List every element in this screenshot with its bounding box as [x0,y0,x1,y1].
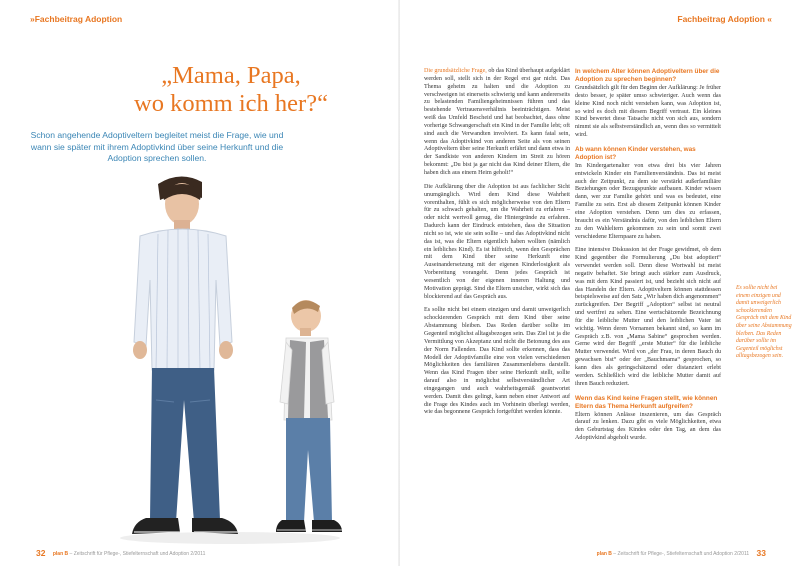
lead-paragraph: Schon angehende Adoptiveltern begleitet meist die Frage, wie und wann sie später mit ihrem Adoptivkind über seine Herkunft und die Adoption sprechen sollen. [30,130,284,163]
headline-line-2: wo komm ich her?“ [134,90,328,117]
col2-paragraph-4: Eltern können Anlässe inszenieren, um das Gespräch darauf zu lenken. Dazu gibt es viele Möglichkeiten, etwa den Geburtstag des Kindes oder den Tag, an dem das Adoptivkind abgeholt wurde. [575,411,721,442]
col1-paragraph-1-text: ob das Kind überhaupt aufgeklärt werden soll, stellt sich in der Regel erst gar nicht. Das Thema geheim zu halten und die Adoption zu verschweigen ist einerseits schwierig und kann andererseits zu belastenden Familiengeheimnissen führen und das bestehende Vertrauensverhältnis beeinträchtigen. Meist weiß das Umfeld Bescheid und hat beobachtet, dass ohne vorherige Schwangerschaft ein Kind in der Familie lebt; oft sind auch die Verwandten involviert. Es kann fatal sein, wenn das Adoptivkind von anderen Seite als von seinen Adoptiveltern über seine Herkunft erfährt und dann etwa in der Sandkiste von anderen Kindern im Streit zu hören bekommt: „Du bist ja gar nicht das Kind deiner Eltern, die haben dich aus einem Heim geholt!“ [424,68,570,176]
col1-lead-in: Die grundsätzliche Frage, [424,68,487,74]
subheading-2: Ab wann können Kinder verstehen, was Adoption ist? [575,145,696,161]
subheading-1: In welchem Alter können Adoptiveltern über die Adoption zu sprechen beginnen? [575,68,720,83]
page-number-right: 33 [756,548,766,558]
page-number-left: 32 [36,548,46,558]
headline-line-1: „Mama, Papa, [161,62,301,89]
adult-figure [132,176,238,534]
headline [86,62,376,118]
footer-brand-right: plan B [596,551,612,557]
body-column-1 [424,68,570,423]
col2-paragraph-2: Im Kindergartenalter von etwa drei bis vier Jahren entwickeln Kinder ein Familienverständnis. Das ist meist auch der Zeitpunkt, zu dem sie verstärkt außerfamiliäre Beziehungen oder Bezugspunkte aufbauen. Kinder wissen dann, wer zur Familie gehört und was es bedeutet, eine Familie zu sein. Erst ab diesem Zeitpunkt können Kinder eine Adoption verstehen. Denn um dies zu erfassen, braucht es ein Verständnis dafür, von den leiblichen Eltern zu den Wahleltern gekommen zu sein und somit zwei verschiedene Elternpaare zu haben. [575,162,721,240]
pull-quote: Es sollte nicht bei einem einzigen und damit unweigerlich schockierenden Gespräch mit dem Kind über seine Abstammung bleiben. Das Reden darüber sollte im Gegenteil möglichst alltagsbezogen sein. [736,285,792,360]
col2-paragraph-3: Eine intensive Diskussion ist der Frage gewidmet, ob dem Kind gegenüber die Formulierung „Du bist adoptiert“ verwendet werden soll. Denn diese Wortwahl ist meist negativ behaftet. Sie bringt auch stärker zum Ausdruck, was mit dem Kind passiert ist, und bezieht sich nicht auf das Handeln der Eltern. Adoptiveltern können stattdessen beispielsweise auf den Satz „Wir haben dich angenommen“ zurückgreifen. Der Begriff „Adoption“ selbst ist neutral und wertfrei zu sehen. Eine wertschätzende Bezeichnung für die leibliche Mutter und den leiblichen Vater ist wichtig. Wenn deren Vornamen bekannt sind, so kann im Gespräch z.B. von „Mama Sabine“ gesprochen werden. Gerne wird der Begriff „erste Mutter“ für die leibliche Mutter verwendet. Wird von „der Frau, in deren Bauch du gewachsen bist“ oder der „Bauchmama“ gesprochen, so kann dies als geringschätzend oder distanziert erlebt werden. Schließlich wird die leibliche Mutter damit auf ihren Bauch reduziert. [575,247,721,387]
footer-text-left: – Zeitschrift für Pflege-, Stiefelternschaft und Adoption 2/2011 [68,551,206,557]
section-tag-left: »Fachbeitrag Adoption [30,14,123,24]
subheading-3: Wenn das Kind keine Fragen stellt, wie können Eltern das Thema Herkunft aufgreifen? [575,394,718,410]
col1-paragraph-3: Es sollte nicht bei einem einzigen und damit unweigerlich schockierenden Gespräch mit dem Kind über seine Abstammung bleiben. Das Reden darüber sollte im Gegenteil möglichst alltagsbezogen sein. Das Ziel ist ja die Vermittlung von Akzeptanz und nicht die Betonung des aus der Norm Fallenden. Das Kind sollte erkennen, dass das Modell der Adoptivfamilie eine von vielen verschiedenen Möglichkeiten des familiären Zusammenlebens darstellt. Wenn das Kind Fragen über seine Herkunft stellt, sollte darauf also in möglichst selbstverständlicher Art eingegangen und auch wahrheitsgemäß geantwortet werden. Damit dies gelingt, kann neben einer Antwort auf die Frage des Kindes auch im Vorhinein überlegt werden, wie das begonnene Gespräch fortgeführt werden könnte. [424,307,570,416]
photo-father-and-son [110,170,360,550]
footer-left [30,548,205,558]
footer-text-right: – Zeitschrift für Pflege-, Stiefelternschaft und Adoption 2/2011 [611,551,750,557]
col1-paragraph-1 [424,68,570,178]
col2-paragraph-1: Grundsätzlich gilt für den Beginn der Aufklärung: Je früher desto besser, je später umso schwieriger. Auch wenn das kleine Kind noch nicht verstehen kann, was Adoption ist, so wird es doch mit diesem Begriff vertraut. Ein kleines Kind bewertet diese Tatsache nicht von sich aus, sondern nimmt sie als selbstverständlich an, wenn dies so vermittelt wird. [575,85,721,139]
section-tag-right: Fachbeitrag Adoption « [677,14,772,24]
col1-paragraph-2: Die Aufklärung über die Adoption ist aus fachlicher Sicht unumgänglich. Wird dem Kind diese Wahrheit vorenthalten, fühlt es sich möglicherweise von den Eltern für zu schwach gehalten, um die Wahrheit zu erfahren – oder nicht wertvoll genug, die Hintergründe zu erfahren. Dadurch kann der Eindruck entstehen, dass die Situation nicht so ist, wie sie sein sollte – und das Adoptivkind nicht das ist, was die Eltern eigentlich haben wollten (nämlich ein leibliches Kind). Es ist hilfreich, wenn den Gesprächen mit dem Kind über seine Herkunft eine Auseinandersetzung mit der eigenen Kinderlosigkeit als Vorbereitung vorangeht. Denn jedes Gespräch ist wesentlich von der eigenen inneren Haltung und Motivation geprägt. Sind die Eltern unsicher, wirkt sich das blockierend auf das Gespräch aus. [424,183,570,300]
child-figure [276,300,342,532]
footer-brand-left: plan B [52,551,69,557]
body-column-2 [575,68,721,449]
footer-right [597,548,772,558]
